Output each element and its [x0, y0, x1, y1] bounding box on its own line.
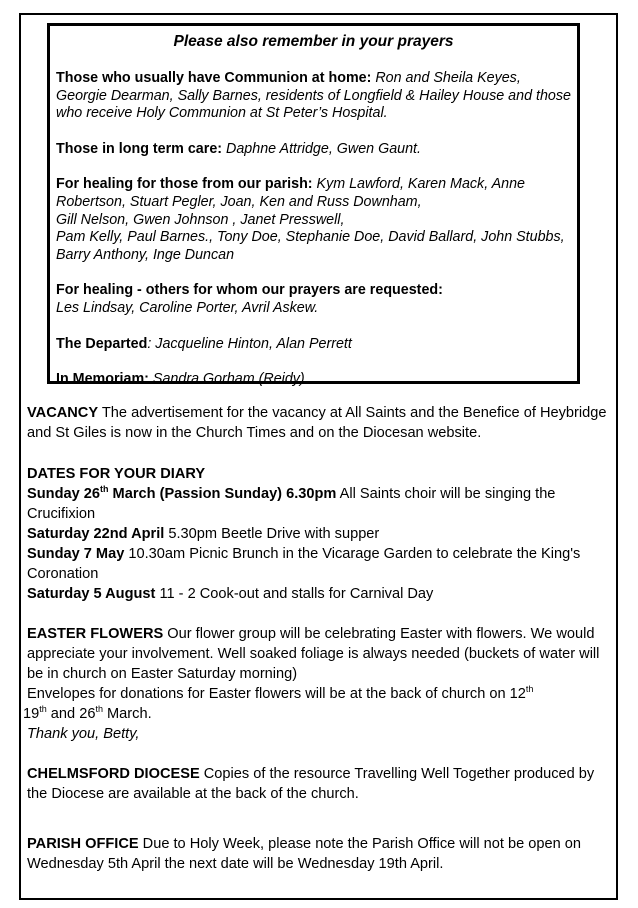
vacancy-section [27, 403, 610, 443]
easter-thanks: Thank you, Betty, [27, 726, 140, 742]
easter-envelopes [23, 684, 534, 722]
prayers-box [47, 23, 580, 388]
parish-office-section [27, 834, 610, 874]
longterm-names: Daphne Attridge, Gwen Gaunt. [222, 140, 421, 157]
in-memoriam [56, 371, 571, 389]
diary-item-date: Sunday 7 May [27, 546, 125, 562]
diary-heading: DATES FOR YOUR DIARY [27, 466, 206, 482]
diary-item-date: Saturday 22nd April [27, 526, 165, 542]
diary-date-part: Sunday 26 [27, 486, 100, 502]
departed-label: The Departed [56, 335, 148, 352]
diary-item [27, 546, 580, 582]
diary-item [27, 486, 555, 522]
office-heading: PARISH OFFICE [27, 836, 139, 852]
diary-item-text: 5.30pm Beetle Drive with supper [164, 526, 380, 542]
parish-label: For healing for those from our parish: [56, 176, 313, 193]
diary-item-text: 11 - 2 Cook-out and stalls for Carnival Day [155, 586, 434, 602]
longterm-label: Those in long term care: [56, 140, 223, 157]
easter-heading: EASTER FLOWERS [27, 626, 164, 642]
easter-envelopes-text: 19 [23, 706, 40, 722]
departed-names: : Jacqueline Hinton, Alan Perrett [147, 335, 352, 352]
easter-envelopes-text: and 26 [46, 706, 96, 722]
long-term-care [56, 141, 571, 159]
diary-item-text: All Saints choir will be singing the Crucifixion [27, 486, 556, 522]
ordinal-suffix: th [95, 704, 103, 715]
diary-item-date [27, 486, 336, 502]
easter-envelopes-text: March. [102, 706, 152, 722]
healing-others [56, 282, 571, 317]
diary-date-part: March (Passion Sunday) 6.30pm [108, 486, 337, 502]
easter-flowers-section [23, 624, 610, 744]
others-names: Les Lindsay, Caroline Porter, Avril Askew. [56, 299, 319, 316]
diary-item [27, 586, 433, 602]
memoriam-names: Sandra Gorham (Reidy) [148, 371, 305, 388]
others-label: For healing - others for whom our prayers are requested: [56, 282, 443, 299]
chelmsford-text: Copies of the resource Travelling Well Together produced by the Diocese are available at the back of the church. [27, 766, 595, 802]
easter-text: Our flower group will be celebrating Easter with flowers. We would appreciate your involvement. Well soaked foliage is always needed (buckets of water will be in church on Easter Saturday morning) [27, 626, 600, 682]
office-text: Due to Holy Week, please note the Parish Office will not be open on Wednesday 5th April the next date will be Wednesday 19th April. [27, 836, 582, 872]
communion-names: Ron and Sheila Keyes, Georgie Dearman, Sally Barnes, residents of Longfield & Hailey House and those who receive Holy Communion at St Peter’s Hospital. [56, 70, 571, 122]
diary-item-date: Saturday 5 August [27, 586, 156, 602]
diary-item [27, 526, 379, 542]
diary-section [27, 464, 610, 604]
vacancy-heading: VACANCY [27, 405, 99, 421]
vacancy-text: The advertisement for the vacancy at All Saints and the Benefice of Heybridge and St Giles is now in the Church Times and on the Diocesan website. [27, 405, 607, 441]
memoriam-label: In Memoriam: [56, 371, 149, 388]
ordinal-suffix: th [525, 684, 534, 695]
communion-at-home [56, 70, 571, 123]
healing-parish [56, 176, 571, 264]
communion-label: Those who usually have Communion at home: [56, 70, 372, 86]
departed [56, 336, 571, 354]
ordinal-suffix: th [39, 704, 47, 715]
chelmsford-section [27, 764, 610, 804]
parish-names-1: Kym Lawford, Karen Mack, Anne Robertson, Stuart Pegler, Joan, Ken and Russ Downham, [56, 176, 525, 210]
parish-names-3: Pam Kelly, Paul Barnes., Tony Doe, Stephanie Doe, David Ballard, John Stubbs, Barry Anthony, Inge Duncan [56, 229, 565, 263]
newsletter-page [19, 13, 618, 900]
diary-date-suffix: th [100, 484, 109, 495]
prayers-title: Please also remember in your prayers [173, 33, 454, 50]
easter-envelopes-text: Envelopes for donations for Easter flowers will be at the back of church on 12 [27, 686, 526, 702]
parish-names-2: Gill Nelson, Gwen Johnson , Janet Presswell, [56, 211, 345, 228]
chelmsford-heading: CHELMSFORD DIOCESE [27, 766, 200, 782]
diary-item-text: 10.30am Picnic Brunch in the Vicarage Garden to celebrate the King's Coronation [27, 546, 581, 582]
